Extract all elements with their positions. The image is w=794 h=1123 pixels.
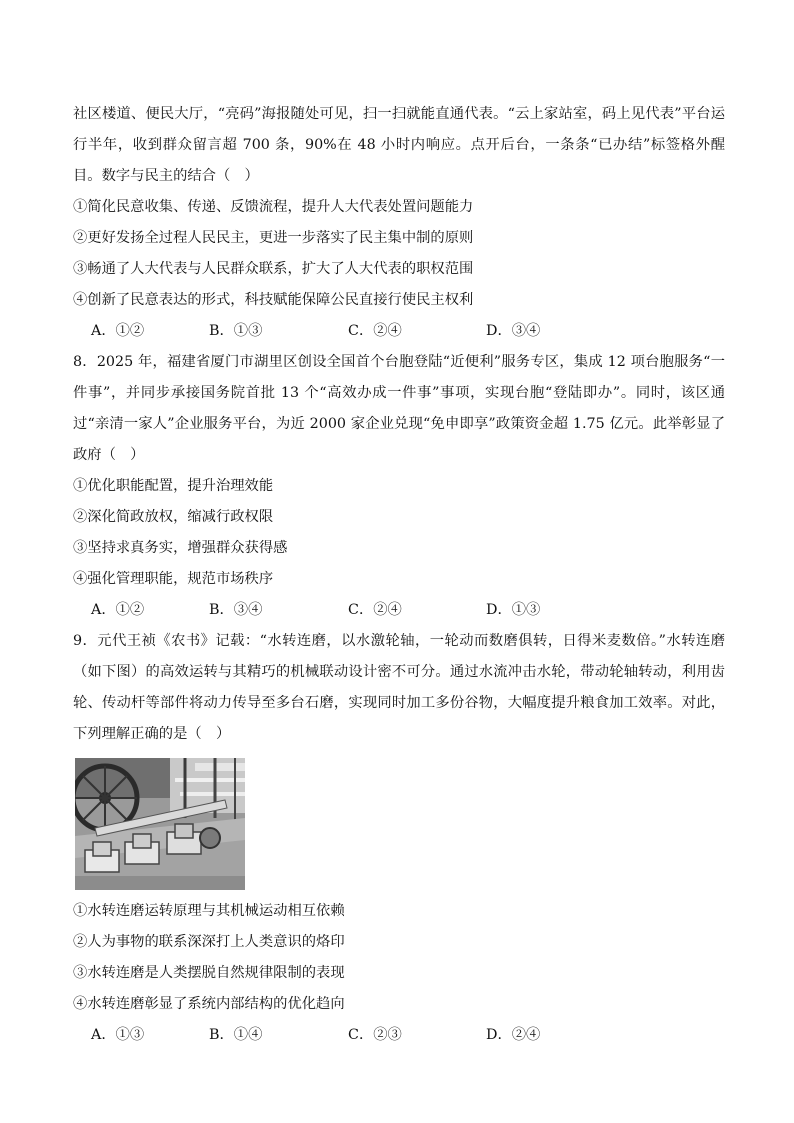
question-7-statement-1: ①简化民意收集、传递、反馈流程，提升人大代表处置问题能力 <box>73 199 474 215</box>
question-7-statement-4: ④创新了民意表达的形式，科技赋能保障公民直接行使民主权利 <box>73 292 474 308</box>
question-7-statement-2: ②更好发扬全过程人民民主，更进一步落实了民主集中制的原则 <box>73 230 474 246</box>
question-7 <box>73 99 725 347</box>
question-9-option-c: C．②③ <box>348 1027 402 1043</box>
question-9-text: 9．元代王祯《农书》记载：“水转连磨，以水激轮轴，一轮动而数磨俱转，日得米麦数倍。”水转连磨（如下图）的高效运转与其精巧的机械联动设计密不可分。通过水流冲击水轮，带动轮轴转动，利用齿轮、传动杆等部件将动力传导至多台石磨，实现同时加工多份谷物，大幅度提升粮食加工效率。对此，下列理解正确的是（ ） <box>73 633 725 742</box>
question-7-option-b: B．①③ <box>209 323 263 339</box>
question-8-option-c: C．②④ <box>348 602 402 618</box>
question-8-statement-3: ③坚持求真务实，增强群众获得感 <box>73 540 288 556</box>
question-8-option-b: B．③④ <box>209 602 263 618</box>
question-8 <box>73 347 725 626</box>
question-7-text: 社区楼道、便民大厅，“亮码”海报随处可见，扫一扫就能直通代表。“云上家站室，码上见代表”平台运行半年，收到群众留言超 700 条，90%在 48 小时内响应。点开后台，一条条“已办结”标签格外醒目。数字与民主的结合（ ） <box>73 106 725 184</box>
exam-page <box>73 99 725 1051</box>
question-7-option-d: D．③④ <box>486 323 541 339</box>
question-8-statement-4: ④强化管理职能，规范市场秩序 <box>73 571 274 587</box>
question-9-statement-1: ①水转连磨运转原理与其机械运动相互依赖 <box>73 903 345 919</box>
question-9-option-d: D．②④ <box>486 1027 541 1043</box>
question-7-options <box>73 316 725 347</box>
question-9-statement-4: ④水转连磨彰显了系统内部结构的优化趋向 <box>73 996 345 1012</box>
question-8-option-a: A．①② <box>91 602 145 618</box>
question-9-option-a: A．①③ <box>91 1027 145 1043</box>
question-8-statement-1: ①优化职能配置，提升治理效能 <box>73 478 274 494</box>
question-8-text: 8．2025 年，福建省厦门市湖里区创设全国首个台胞登陆“近便利”服务专区，集成 12 项台胞服务“一件事”，并同步承接国务院首批 13 个“高效办成一件事”事项，实现台胞“登陆即办”。同时，该区通过“亲清一家人”企业服务平台，为近 2000 家企业兑现“免申即享”政策资金超 1.75 亿元。此举彰显了政府（ ） <box>73 354 725 463</box>
question-9-statement-2: ②人为事物的联系深深打上人类意识的烙印 <box>73 934 345 950</box>
question-8-options <box>73 595 725 626</box>
question-8-option-d: D．①③ <box>486 602 541 618</box>
question-9-statement-3: ③水转连磨是人类摆脱自然规律限制的表现 <box>73 965 345 981</box>
question-7-statement-3: ③畅通了人大代表与人民群众联系，扩大了人大代表的职权范围 <box>73 261 474 277</box>
question-7-option-a: A．①② <box>91 323 145 339</box>
watermill-photo <box>75 758 245 890</box>
question-9 <box>73 626 725 1051</box>
question-9-option-b: B．①④ <box>209 1027 263 1043</box>
question-9-options <box>73 1020 725 1051</box>
question-8-statement-2: ②深化简政放权，缩减行政权限 <box>73 509 274 525</box>
question-7-option-c: C．②④ <box>348 323 402 339</box>
